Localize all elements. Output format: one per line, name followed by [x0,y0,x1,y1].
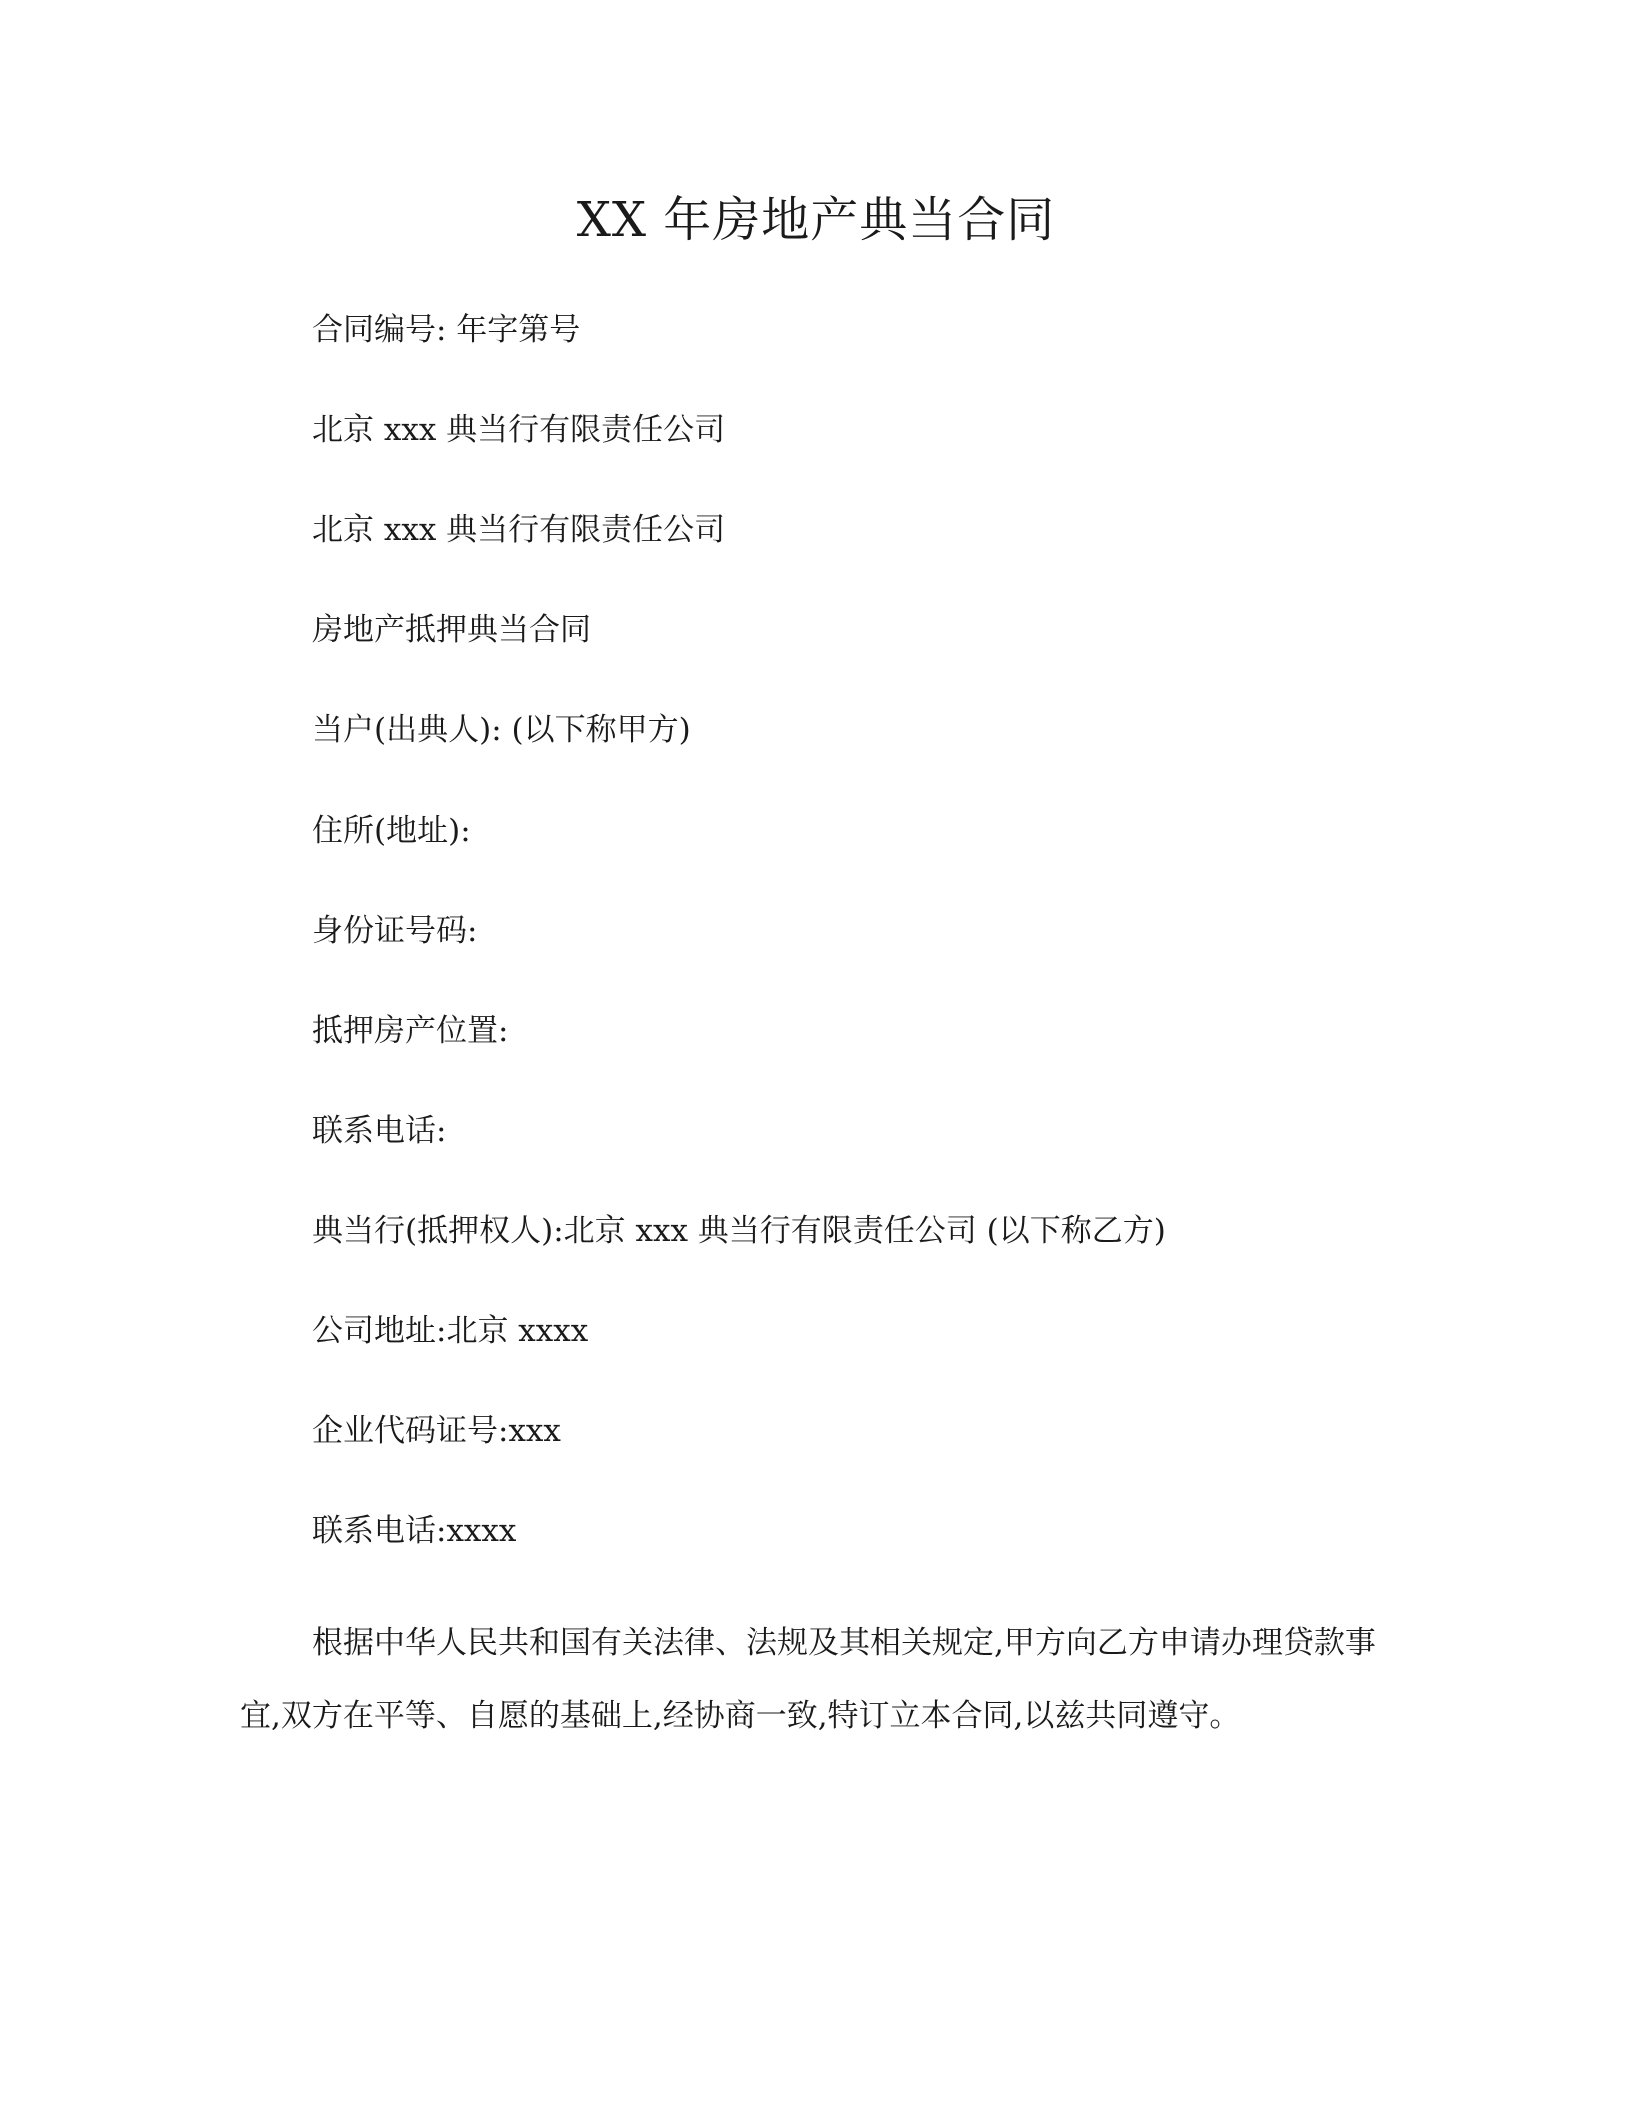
property-location-line: 抵押房产位置: [312,1013,509,1049]
contract-number-line: 合同编号: 年字第号 [312,312,581,348]
contract-type-line: 房地产抵押典当合同 [312,612,591,648]
party-a-phone-line: 联系电话: [312,1113,447,1149]
company-name-line-1: 北京 xxx 典当行有限责任公司 [312,412,726,448]
company-name-line-2: 北京 xxx 典当行有限责任公司 [312,512,726,548]
party-a-line: 当户(出典人): (以下称甲方) [312,712,691,748]
party-b-phone-line: 联系电话:xxxx [312,1513,517,1549]
document-title: XX 年房地产典当合同 [576,192,1056,248]
party-b-line: 典当行(抵押权人):北京 xxx 典当行有限责任公司 (以下称乙方) [312,1213,1166,1249]
party-a-address-line: 住所(地址): [312,813,471,849]
party-a-id-line: 身份证号码: [312,913,478,949]
party-b-code-line: 企业代码证号:xxx [312,1413,561,1449]
party-b-address-line: 公司地址:北京 xxxx [312,1313,589,1349]
body-paragraph: 根据中华人民共和国有关法律、法规及其相关规定,甲方向乙方申请办理贷款事宜,双方在平等、自愿的基础上,经协商一致,特订立本合同,以兹共同遵守。 [240,1625,1376,1734]
